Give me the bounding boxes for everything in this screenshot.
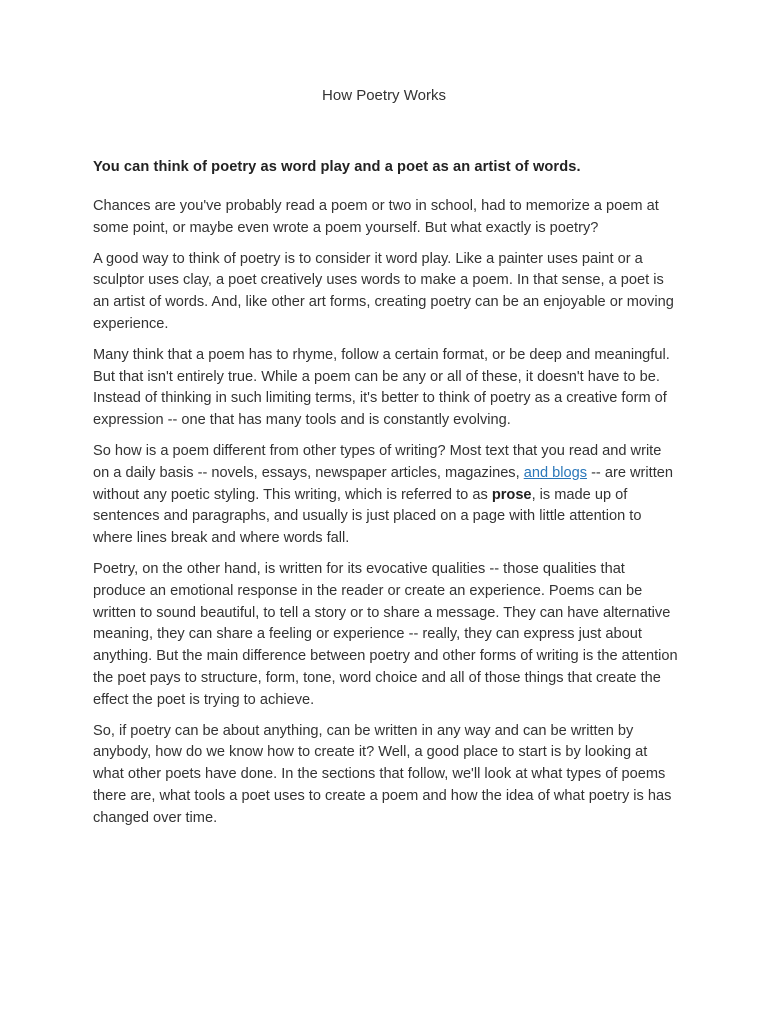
- and-blogs-link[interactable]: and blogs: [523, 464, 588, 481]
- paragraph-1: Chances are you've probably read a poem or two in school, had to memorize a poem at some point, or maybe even wrote a poem yourself. But what exactly is poetry?: [93, 198, 659, 236]
- paragraph-4-text-middle: -- are written without any poetic styling. This writing, which is referred to as: [93, 464, 673, 503]
- paragraph-4: [93, 441, 678, 550]
- prose-bold-term: prose: [491, 486, 532, 503]
- article-body: [93, 156, 678, 839]
- page-title: How Poetry Works: [322, 87, 446, 104]
- paragraph-2: A good way to think of poetry is to consider it word play. Like a painter uses paint or a sculptor uses clay, a poet creatively uses words to make a poem. In that sense, a poet is an artist of words. And, like other art forms, creating poetry can be an enjoyable or moving experience.: [93, 250, 674, 332]
- paragraph-4-text-start: So how is a poem different from other types of writing? Most text that you read and write on a daily basis -- novels, essays, newspaper articles, magazines,: [93, 442, 662, 481]
- paragraph-4-text-end: , is made up of sentences and paragraphs, and usually is just placed on a page with little attention to where lines break and where words fall.: [93, 486, 642, 547]
- paragraph-5: Poetry, on the other hand, is written for its evocative qualities -- those qualities that produce an emotional response in the reader or create an experience. Poems can be written to sound beautiful, to tell a story or to share a message. They can have alternative meaning, they can share a feeling or experience -- really, they can express just about anything. But the main difference between poetry and other forms of writing is the attention the poet pays to structure, form, tone, word choice and all of those things that create the effect the poet is trying to achieve.: [93, 560, 678, 708]
- paragraph-6: So, if poetry can be about anything, can be written in any way and can be written by anybody, how do we know how to create it? Well, a good place to start is by looking at what other poets have done. In the sections that follow, we'll look at what types of poems there are, what tools a poet uses to create a poem and how the idea of what poetry is has changed over time.: [93, 722, 672, 826]
- paragraph-3: Many think that a poem has to rhyme, follow a certain format, or be deep and meaningful. But that isn't entirely true. While a poem can be any or all of these, it doesn't have to be. Instead of thinking in such limiting terms, it's better to think of poetry as a creative form of expression -- one that has many tools and is constantly evolving.: [93, 346, 670, 429]
- article-subtitle: You can think of poetry as word play and a poet as an artist of words.: [93, 159, 581, 175]
